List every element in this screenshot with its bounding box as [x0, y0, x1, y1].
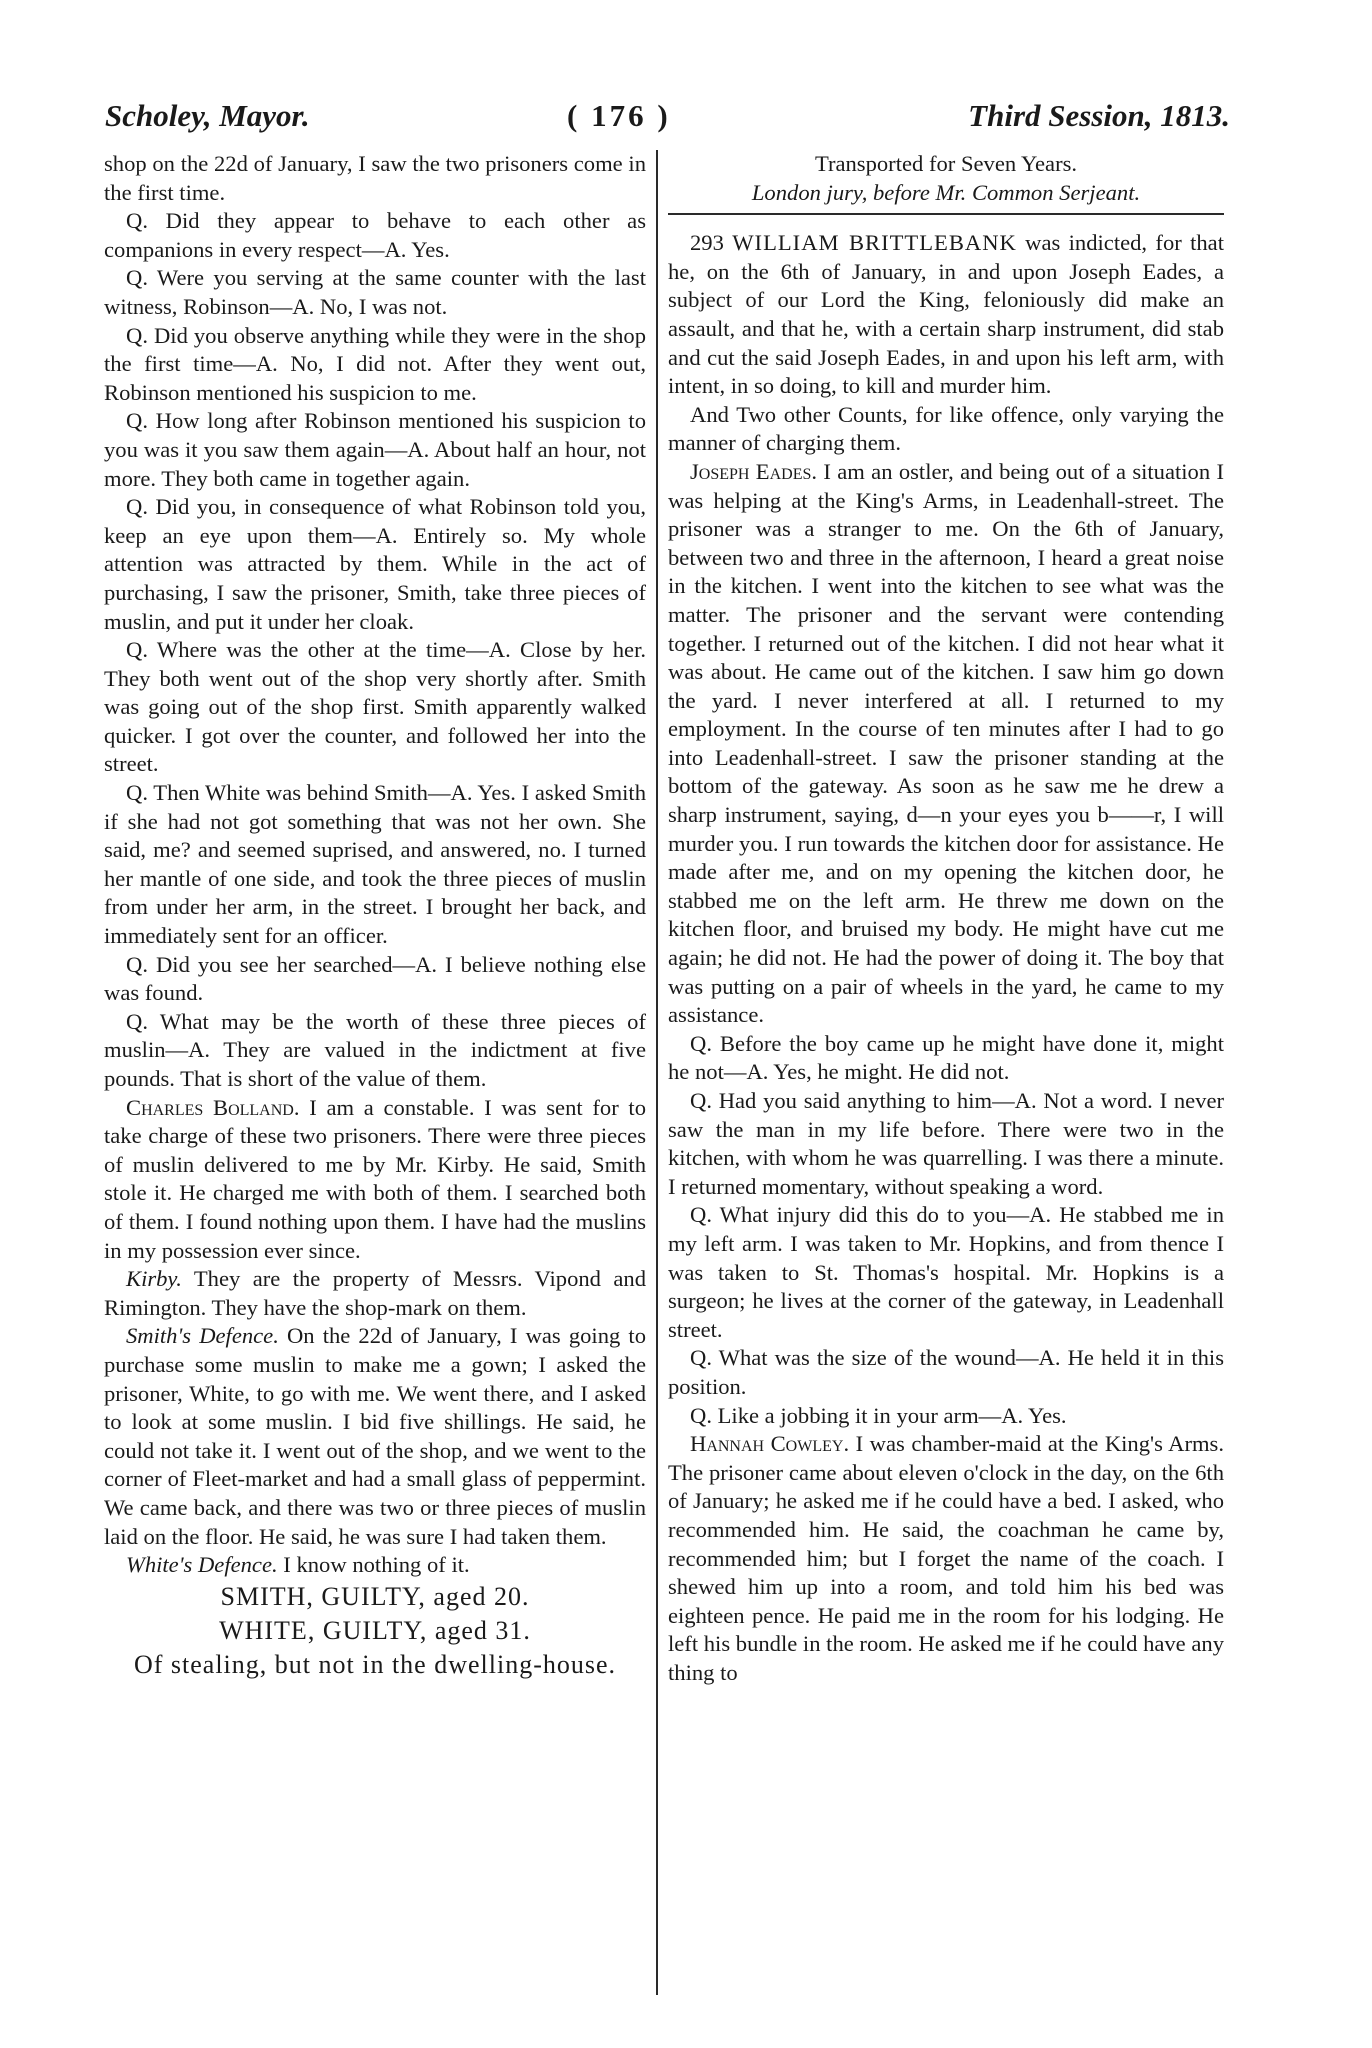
testimony-paragraph [104, 1094, 646, 1266]
paragraph: Q. Where was the other at the time—A. Close by her. They both went out of the shop very shortly after. Smith was going out of the shop first. Smith apparently walked quicker. I got over the counter, and followed her into the street. [104, 637, 646, 777]
section-rule [668, 213, 1224, 215]
paragraph: Q. Did you observe anything while they were in the shop the first time—A. No, I did not. After they went out, Robinson mentioned his suspicion to me. [104, 322, 646, 405]
paragraph: Q. Then White was behind Smith—A. Yes. I asked Smith if she had not got something that was not her own. She said, me? and seemed suprised, and answered, no. I turned her mantle of one side, and took the three pieces of muslin from under her arm, in the street. I brought her back, and immediately sent for an officer. [104, 780, 646, 949]
left-column [104, 150, 646, 1995]
defence-label: White's Defence. [126, 1552, 278, 1578]
defence-text: I know nothing of it. [277, 1552, 470, 1578]
defence-paragraph [104, 1322, 646, 1551]
page-number: ( 176 ) [567, 98, 671, 133]
jury-line: London jury, before Mr. Common Serjeant. [751, 179, 1141, 205]
paragraph: Q. Did you, in consequence of what Robinson told you, keep an eye upon them—A. Entirely so. My whole attention was attracted by them. While in the act of purchasing, I saw the prisoner, Smith, take three pieces of muslin, and put it under her cloak. [104, 494, 646, 634]
defence-text: On the 22d of January, I was going to purchase some muslin to make me a gown; I asked the prisoner, White, to go with me. We went there, and I asked to look at some muslin. I bid five shillings. He said, he could not take it. I went out of the shop, and we went to the corner of Fleet-market and had a small glass of peppermint. We came back, and there was two or three pieces of muslin laid on the floor. He said, he was sure I had taken them. [104, 1323, 646, 1549]
indictment-paragraph [668, 229, 1224, 401]
right-column [668, 150, 1224, 1995]
page-header [105, 98, 1230, 142]
testimony-paragraph [104, 1265, 646, 1322]
testimony-text: I am a constable. I was sent for to take charge of these two prisoners. There were three pieces of muslin delivered to me by Mr. Kirby. He said, Smith stole it. He charged me with both of them. I searched both of them. I found nothing upon them. I have had the muslins in my possession ever since. [104, 1094, 646, 1263]
case-number: 293 [690, 230, 724, 256]
header-mayor: Scholey, Mayor. [105, 98, 310, 133]
paragraph: Q. What may be the worth of these three pieces of muslin—A. They are valued in the indictment at five pounds. That is short of the value of them. [104, 1008, 646, 1091]
verdict-smith: SMITH, GUILTY, aged 20. [220, 1581, 530, 1611]
indictment-text: was indicted, for that he, on the 6th of January, in and upon Joseph Eades, a subject of our Lord the King, feloniously did make an assault, and that he, with a certain sharp instrument, did stab and cut the said Joseph Eades, in and upon his left arm, with intent, in so doing, to kill and murder him. [668, 230, 1224, 399]
paragraph: Q. What injury did this do to you—A. He stabbed me in my left arm. I was taken to Mr. Hopkins, and from thence I was taken to St. Thomas's hospital. Mr. Hopkins is a surgeon; he lives at the corner of the gateway, in Leadenhall street. [668, 1202, 1224, 1342]
testimony-text: I was chamber-maid at the King's Arms. The prisoner came about eleven o'clock in the day, on the 6th of January; he asked me if he could have a bed. I asked, who recommended him. He said, the coachman he came by, recommended him; but I forget the name of the coach. I shewed him up into a room, and told him his bed was eighteen pence. He paid me in the room for his lodging. He left his bundle in the room. He asked me if he could have any thing to [668, 1431, 1224, 1685]
witness-name: Joseph Eades. [690, 458, 818, 484]
paragraph: And Two other Counts, for like offence, only varying the manner of charging them. [668, 401, 1224, 456]
witness-name: Charles Bolland. [126, 1094, 300, 1120]
header-session: Third Session, 1813. [968, 98, 1230, 133]
testimony-text: They are the property of Messrs. Vipond and Rimington. They have the shop-mark on them. [104, 1266, 646, 1320]
paragraph: Q. Did you see her searched—A. I believe nothing else was found. [104, 951, 646, 1006]
column-divider [656, 150, 658, 1995]
defendant-name: WILLIAM BRITTLEBANK [732, 230, 1017, 256]
paragraph: Q. Did they appear to behave to each other as companions in every respect—A. Yes. [104, 208, 646, 262]
testimony-paragraph [668, 458, 1224, 1030]
sentence-line: Transported for Seven Years. [814, 151, 1078, 176]
verdict-closing: Of stealing, but not in the dwelling-house. [133, 1649, 617, 1679]
paragraph: Q. Like a jobbing it in your arm—A. Yes. [690, 1402, 1067, 1428]
paragraph: shop on the 22d of January, I saw the two prisoners come in the first time. [104, 151, 646, 205]
testimony-paragraph [668, 1430, 1224, 1687]
paragraph: Q. Were you serving at the same counter with the last witness, Robinson—A. No, I was not. [104, 265, 646, 319]
verdict-white: WHITE, GUILTY, aged 31. [219, 1615, 531, 1645]
defence-paragraph [104, 1551, 646, 1580]
paragraph: Q. Before the boy came up he might have done it, might he not—A. Yes, he might. He did not. [668, 1030, 1224, 1085]
defence-label: Smith's Defence. [126, 1323, 279, 1349]
witness-name: Hannah Cowley. [690, 1431, 850, 1457]
paragraph: Q. How long after Robinson mentioned his suspicion to you was it you saw them again—A. About half an hour, not more. They both came in together again. [104, 408, 646, 491]
paragraph: Q. Had you said anything to him—A. Not a word. I never saw the man in my life before. There were two in the kitchen, with whom he was quarrelling. I was there a minute. I returned momentary, without speaking a word. [668, 1088, 1224, 1199]
testimony-text: I am an ostler, and being out of a situation I was helping at the King's Arms, in Leadenhall-street. The prisoner was a stranger to me. On the 6th of January, between two and three in the afternoon, I heard a great noise in the kitchen. I went into the kitchen to see what was the matter. The prisoner and the servant were contending together. I returned out of the kitchen. I did not hear what it was about. He came out of the kitchen. I saw him go down the yard. I never interfered at all. I returned to my employment. In the course of ten minutes after I had to go into Leadenhall-street. I saw the prisoner standing at the bottom of the gateway. As soon as he saw me he drew a sharp instrument, saying, d—n your eyes you b——r, I will murder you. I run towards the kitchen door for assistance. He made after me, and on my opening the kitchen door, he stabbed me on the left arm. He threw me down on the kitchen floor, and bruised my body. He might have cut me again; he did not. He had the power of doing it. The boy that was putting on a pair of wheels in the yard, he came to my assistance. [668, 458, 1224, 1028]
witness-name: Kirby. [126, 1266, 182, 1292]
paragraph: Q. What was the size of the wound—A. He held it in this position. [668, 1345, 1224, 1399]
